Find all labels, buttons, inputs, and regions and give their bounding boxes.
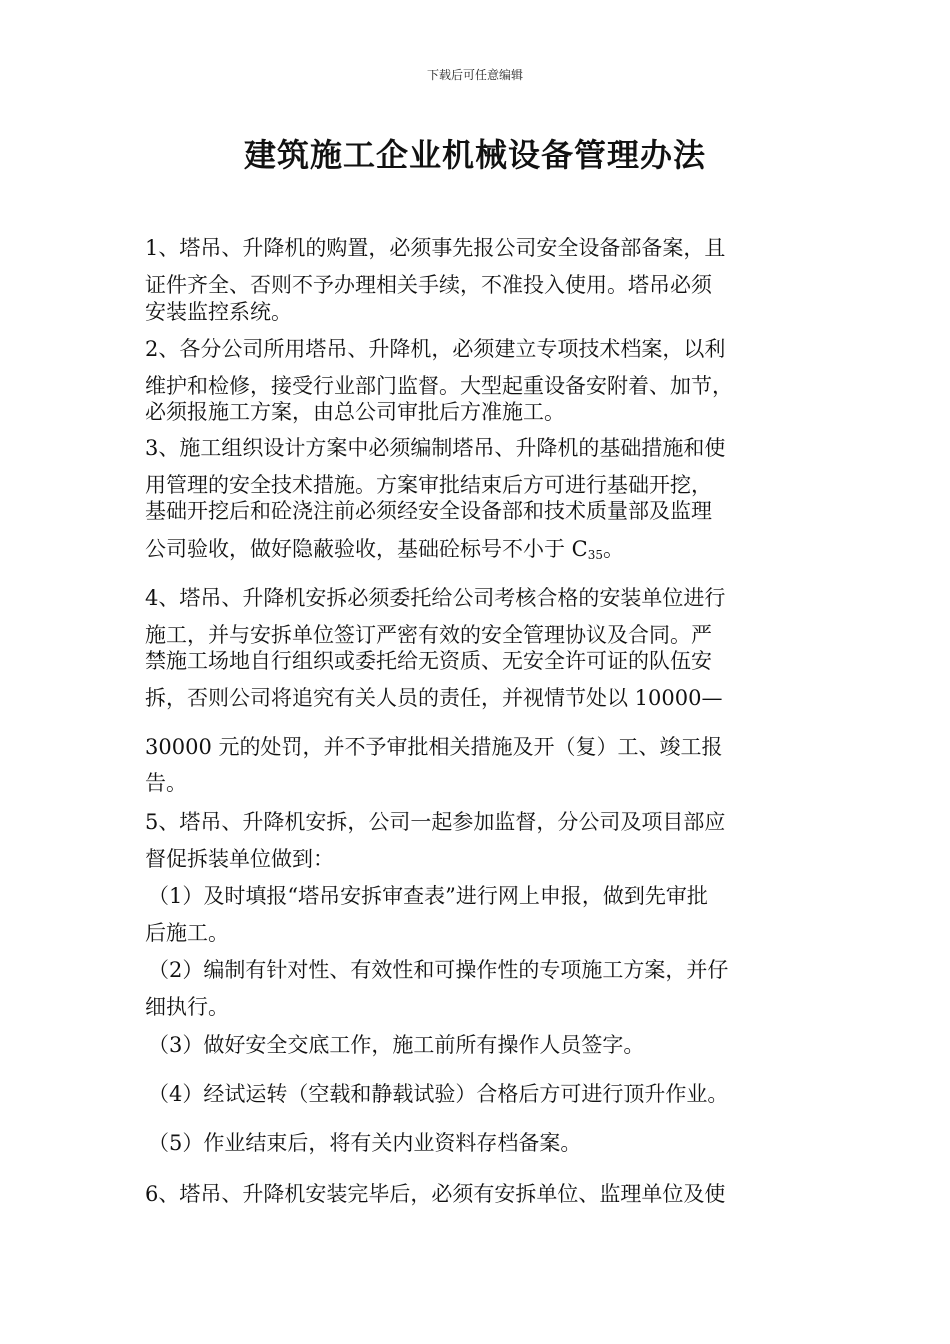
paragraph-4-line-4: 拆，否则公司将追究有关人员的责任，并视情节处以 10000— [145, 686, 723, 710]
item-2-line-2: 细执行。 [145, 995, 229, 1019]
paragraph-6-line-1: 6、塔吊、升降机安装完毕后，必须有安拆单位、监理单位及使 [145, 1182, 726, 1206]
paragraph-1-line-2: 证件齐全、否则不予办理相关手续，不准投入使用。塔吊必须 [145, 273, 712, 297]
paragraph-2-line-2: 维护和检修，接受行业部门监督。大型起重设备安附着、加节， [145, 374, 733, 398]
concrete-grade-suffix: 。 [603, 537, 625, 561]
paragraph-1-line-3: 安装监控系统。 [145, 300, 292, 324]
item-4-line-1: （4）经试运转（空载和静载试验）合格后方可进行顶升作业。 [148, 1082, 729, 1106]
item-2-line-1: （2）编制有针对性、有效性和可操作性的专项施工方案，并仔 [148, 958, 729, 982]
paragraph-3-line-3: 基础开挖后和砼浇注前必须经安全设备部和技术质量部及监理 [145, 499, 712, 523]
paragraph-5-line-2: 督促拆装单位做到： [145, 847, 334, 871]
item-3-line-1: （3）做好安全交底工作，施工前所有操作人员签字。 [148, 1033, 645, 1057]
document-title: 建筑施工企业机械设备管理办法 [243, 136, 706, 174]
paragraph-4-line-6: 告。 [145, 771, 187, 795]
paragraph-2-line-3: 必须报施工方案，由总公司审批后方准施工。 [145, 400, 565, 424]
paragraph-4-line-3: 禁施工场地自行组织或委托给无资质、无安全许可证的队伍安 [145, 649, 712, 673]
header-note: 下载后可任意编辑 [426, 68, 523, 82]
paragraph-4-line-5: 30000 元的处罚，并不予审批相关措施及开（复）工、竣工报 [145, 735, 723, 759]
item-5-line-1: （5）作业结束后，将有关内业资料存档备案。 [148, 1131, 582, 1155]
paragraph-3-line-1: 3、施工组织设计方案中必须编制塔吊、升降机的基础措施和使 [145, 436, 726, 460]
paragraph-2-line-1: 2、各分公司所用塔吊、升降机，必须建立专项技术档案，以利 [145, 337, 726, 361]
paragraph-1-line-1: 1、塔吊、升降机的购置，必须事先报公司安全设备部备案，且 [145, 236, 726, 260]
paragraph-4-line-2: 施工，并与安拆单位签订严密有效的安全管理协议及合同。严 [145, 623, 712, 647]
concrete-grade-subscript: 35 [587, 548, 604, 562]
paragraph-4-line-1: 4、塔吊、升降机安拆必须委托给公司考核合格的安装单位进行 [145, 586, 726, 610]
paragraph-3-line-4 [145, 535, 815, 569]
concrete-grade-text: 公司验收，做好隐蔽验收，基础砼标号不小于 C [145, 537, 588, 561]
item-1-line-2: 后施工。 [145, 921, 229, 945]
paragraph-5-line-1: 5、塔吊、升降机安拆，公司一起参加监督，分公司及项目部应 [145, 810, 726, 834]
paragraph-3-line-2: 用管理的安全技术措施。方案审批结束后方可进行基础开挖， [145, 473, 712, 497]
item-1-line-1: （1）及时填报“塔吊安拆审查表”进行网上申报，做到先审批 [148, 884, 708, 908]
